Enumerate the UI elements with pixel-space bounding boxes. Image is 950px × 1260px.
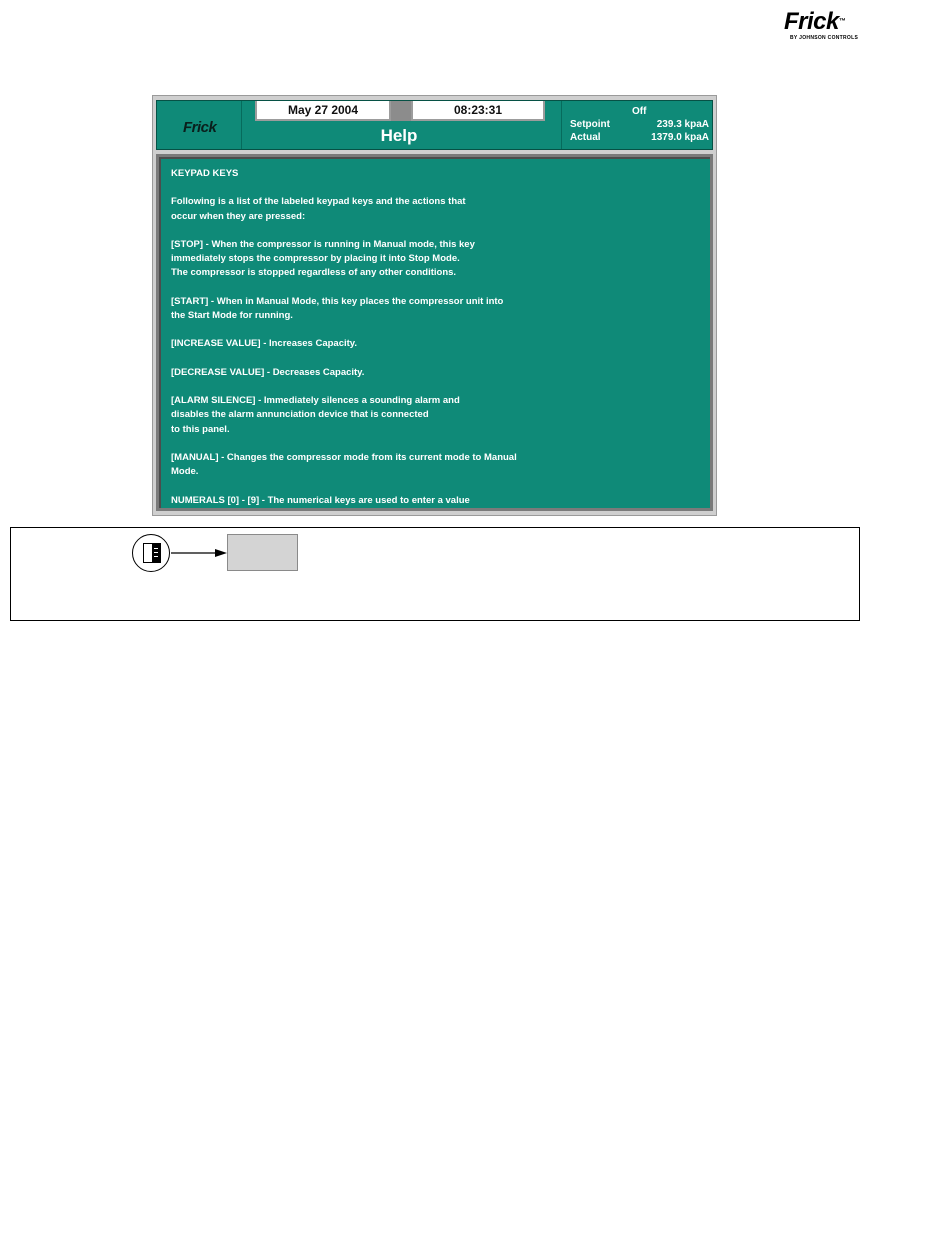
help-paragraph [171,394,691,437]
actual-value: 1379.0 kpaA [651,132,709,143]
help-line: [DECREASE VALUE] - Decreases Capacity. [171,366,365,378]
help-line: immediately stops the compressor by placing it into Stop Mode. [171,253,460,265]
help-paragraph [171,337,691,351]
help-line: [START] - When in Manual Mode, this key places the compressor unit into [171,295,504,307]
door-icon [132,534,170,572]
help-paragraph [171,451,691,479]
brand-logo [784,10,860,44]
help-line: KEYPAD KEYS [171,168,239,179]
help-paragraph [171,295,691,323]
help-line: occur when they are pressed: [171,210,306,222]
navigation-box [10,527,860,621]
help-paragraph [171,494,691,508]
actual-label: Actual [570,132,601,143]
setpoint-value: 239.3 kpaA [656,119,709,130]
help-paragraph [171,366,691,380]
help-text-panel[interactable] [156,154,713,511]
status-box [561,101,713,149]
help-line: Mode. [171,466,199,478]
help-paragraph [171,238,691,281]
help-paragraph [171,167,691,181]
help-line: [STOP] - When the compressor is running in Manual mode, this key [171,238,475,250]
brand-logo-wordmark: Frick™ [784,8,846,35]
help-line: [INCREASE VALUE] - Increases Capacity. [171,338,358,350]
help-line: disables the alarm annunciation device that is connected [171,409,429,421]
tab-divider [391,101,411,121]
setpoint-label: Setpoint [570,119,610,130]
screen-header [156,100,713,150]
screen-title: Help [380,126,418,145]
help-line: NUMERALS [0] - [9] - The numerical keys are used to enter a value [171,494,470,506]
help-line: The compressor is stopped regardless of any other conditions. [171,267,457,279]
date-display: May 27 2004 [255,101,391,121]
screen-logo: Frick [183,119,217,136]
help-line: to this panel. [171,423,230,435]
help-line: the Start Mode for running. [171,309,293,321]
help-key-button[interactable] [227,534,298,571]
help-line: Following is a list of the labeled keypad keys and the actions that [171,196,466,208]
brand-logo-tagline: BY JOHNSON CONTROLS [790,35,859,41]
help-text [171,167,691,522]
screen-logo-area [157,101,242,149]
help-line: [MANUAL] - Changes the compressor mode from its current mode to Manual [171,451,517,463]
help-line: [ALARM SILENCE] - Immediately silences a sounding alarm and [171,395,460,407]
right-arrow-icon [171,546,227,560]
help-paragraph [171,195,691,223]
status-mode: Off [632,106,647,117]
help-screen [152,95,717,516]
time-display: 08:23:31 [411,101,545,121]
